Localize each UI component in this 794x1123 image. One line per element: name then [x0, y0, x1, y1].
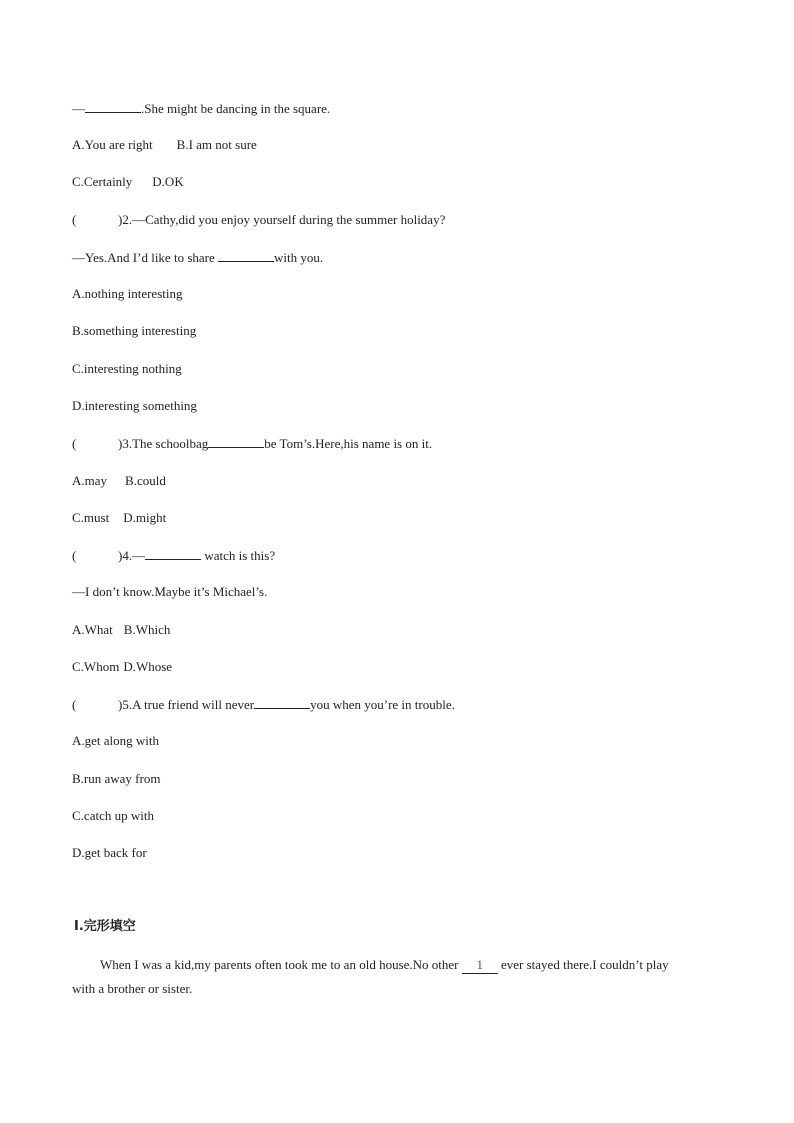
q1-option-c[interactable]: C.Certainly — [72, 174, 133, 189]
q4-option-a[interactable]: A.What — [72, 622, 113, 637]
q4-options-cd — [72, 659, 172, 675]
q3-answer-paren[interactable]: ( — [72, 436, 77, 451]
q5-blank[interactable] — [254, 696, 310, 709]
section-title: Ⅰ.完形填空 — [74, 919, 136, 934]
q5-option-d[interactable]: D.get back for — [72, 845, 147, 860]
q2-option-c[interactable]: C.interesting nothing — [72, 361, 182, 376]
q4-option-b[interactable]: B.Which — [123, 622, 171, 637]
cloze-paragraph-line1 — [100, 957, 669, 974]
q5-stem-before: )5.A true friend will never — [118, 697, 255, 712]
q4-answer-paren[interactable]: ( — [72, 548, 77, 563]
q3-options-cd — [72, 510, 166, 526]
q5-answer-paren[interactable]: ( — [72, 697, 77, 712]
q3-options-ab — [72, 473, 166, 489]
q2-option-a[interactable]: A.nothing interesting — [72, 286, 183, 301]
q3-option-b[interactable]: B.could — [125, 473, 166, 488]
q1-option-b[interactable]: B.I am not sure — [176, 137, 257, 152]
q4-stem-before: )4.— — [118, 548, 146, 563]
q2-line2 — [72, 249, 323, 266]
q5-option-a[interactable]: A.get along with — [72, 733, 160, 748]
q1-options-ab — [72, 137, 257, 153]
q4-option-c[interactable]: C.Whom — [72, 659, 120, 674]
q1-blank[interactable] — [85, 100, 141, 113]
q4-stem-after: watch is this? — [201, 548, 276, 563]
cloze-text-after: ever stayed there.I couldn’t play — [497, 957, 669, 972]
q1-line — [72, 100, 330, 117]
q2-line2-after: with you. — [274, 250, 324, 265]
q3-option-c[interactable]: C.must — [72, 510, 110, 525]
q5-stem — [72, 696, 455, 713]
q1-options-cd — [72, 174, 184, 190]
q3-option-a[interactable]: A.may — [72, 473, 108, 488]
q2-blank[interactable] — [218, 249, 274, 262]
q2-option-d[interactable]: D.interesting something — [72, 398, 197, 413]
q5-stem-after: you when you’re in trouble. — [310, 697, 455, 712]
q2-stem — [72, 212, 445, 228]
q1-option-d[interactable]: D.OK — [152, 174, 184, 189]
q4-line2: —I don’t know.Maybe it’s Michael’s. — [72, 584, 268, 599]
q2-line2-before: —Yes.And I’d like to share — [72, 250, 218, 265]
cloze-paragraph-line2: with a brother or sister. — [72, 981, 193, 996]
q2-stem-text: )2.—Cathy,did you enjoy yourself during the summer holiday? — [118, 212, 446, 227]
cloze-blank-1[interactable]: 1 — [462, 957, 498, 974]
q3-stem-after: be Tom’s.Here,his name is on it. — [264, 436, 433, 451]
q3-stem — [72, 435, 432, 452]
q4-blank[interactable] — [145, 547, 201, 560]
q5-option-b[interactable]: B.run away from — [72, 771, 161, 786]
q2-option-b[interactable]: B.something interesting — [72, 323, 197, 338]
q4-options-ab — [72, 622, 170, 638]
q5-option-c[interactable]: C.catch up with — [72, 808, 154, 823]
q4-stem — [72, 547, 275, 564]
q3-blank[interactable] — [208, 435, 264, 448]
q1-text: .She might be dancing in the square. — [141, 101, 331, 116]
q3-option-d[interactable]: D.might — [123, 510, 167, 525]
q1-option-a[interactable]: A.You are right — [72, 137, 153, 152]
q3-stem-before: )3.The schoolbag — [118, 436, 209, 451]
q1-dash: — — [72, 101, 85, 116]
cloze-text-before: When I was a kid,my parents often took me to an old house.No other — [100, 957, 462, 972]
q2-answer-paren[interactable]: ( — [72, 212, 77, 227]
q4-option-d[interactable]: D.Whose — [123, 659, 173, 674]
